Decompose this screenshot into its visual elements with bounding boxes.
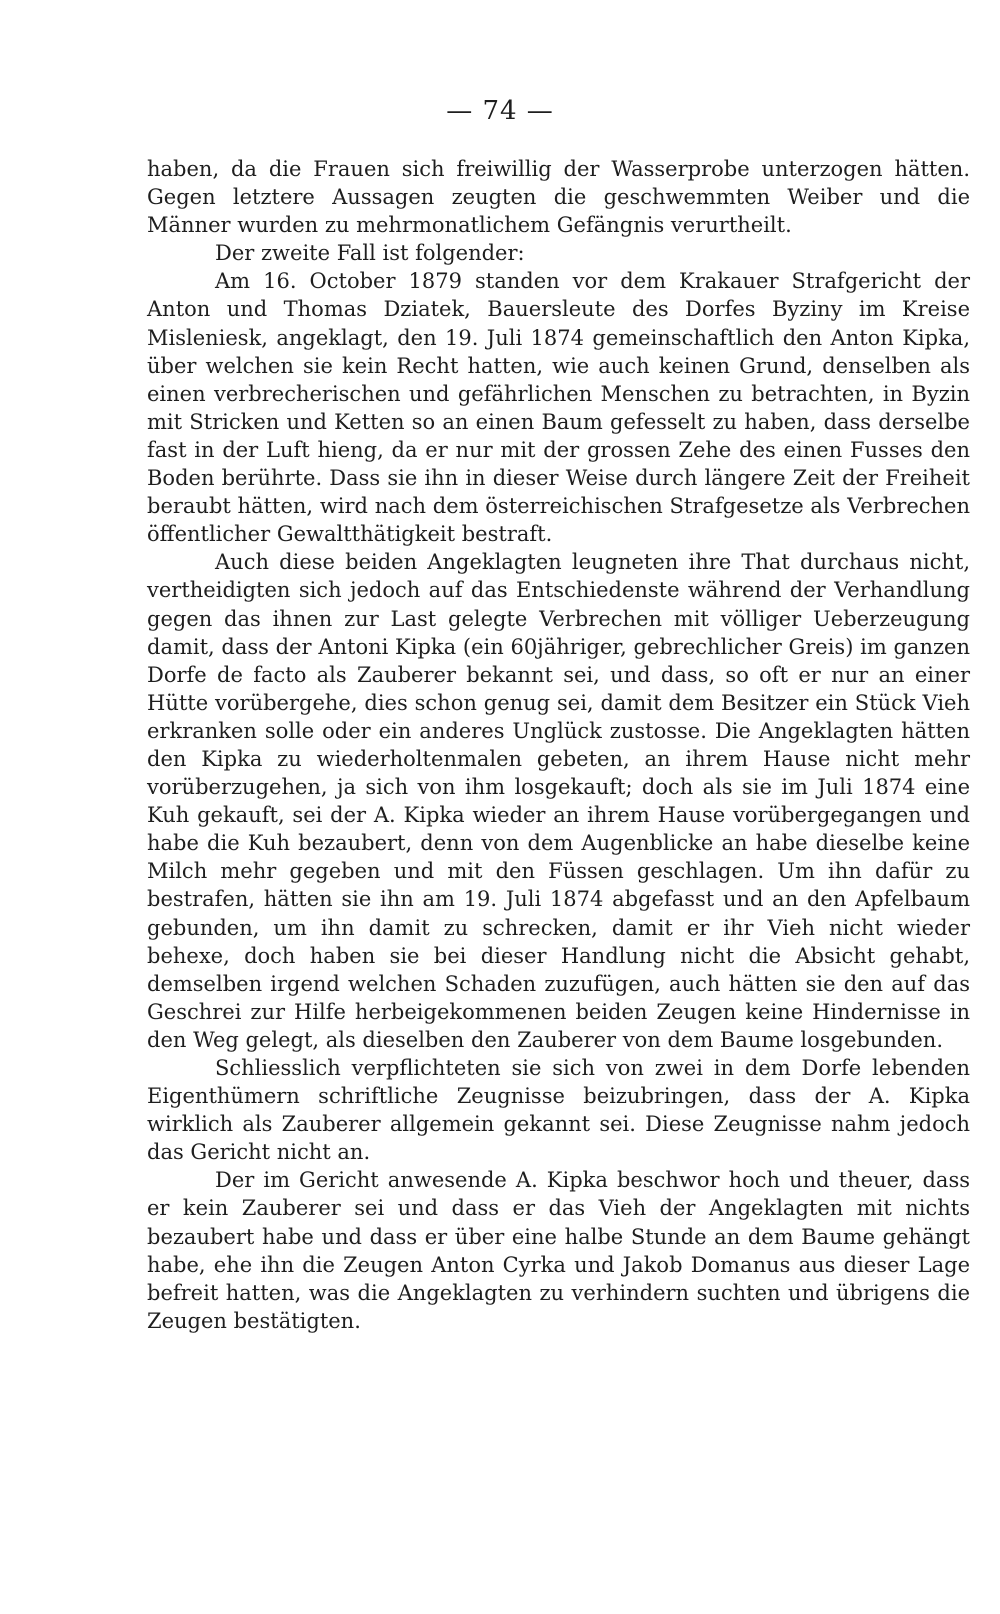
paragraph-kipka-oath: Der im Gericht anwesende A. Kipka beschwor hoch und theuer, dass er kein Zauberer sei und dass er das Vieh der Angeklagten mit nichts bezaubert habe und dass er über eine halbe Stunde an dem Baume gehängt habe, ehe ihn die Zeugen Anton Cyrka und Jakob Domanus aus dieser Lage befreit hatten, was die Angeklagten zu verhindern suchten und übrigens die Zeugen bestätigten.	[147, 1168, 970, 1333]
paragraph-court-case: Am 16. October 1879 standen vor dem Krakauer Strafgericht der Anton und Thomas Dziatek, Bauersleute des Dorfes Byziny im Kreise Misleniesk, angeklagt, den 19. Juli 1874 gemeinschaftlich den Anton Kipka, über welchen sie kein Recht hatten, wie auch keinen Grund, denselben als einen verbrecherischen und gefährlichen Menschen zu betrachten, in Byzin mit Stricken und Ketten so an einen Baum gefesselt zu haben, dass derselbe fast in der Luft hieng, da er nur mit der grossen Zehe des einen Fusses den Boden berührte. Dass sie ihn in dieser Weise durch längere Zeit der Freiheit beraubt hätten, wird nach dem österreichischen Strafgesetze als Verbrechen öffentlicher Gewaltthätigkeit bestraft.	[147, 269, 970, 547]
paragraph-continuation: haben, da die Frauen sich freiwillig der Wasserprobe unterzogen hätten. Gegen letztere Aussagen zeugten die geschwemmten Weiber und die Männer wurden zu mehrmonatlichem Gefängnis verurtheilt.	[147, 157, 970, 238]
paragraph-second-case-intro: Der zweite Fall ist folgender:	[215, 241, 525, 266]
paragraph-defense: Auch diese beiden Angeklagten leugneten ihre That durchaus nicht, vertheidigten sich jedoch auf das Entschiedenste während der Verhandlung gegen das ihnen zur Last gelegte Verbrechen mit völliger Ueberzeugung damit, dass der Antoni Kipka (ein 60jähriger, gebrechlicher Greis) im ganzen Dorfe de facto als Zauberer bekannt sei, und dass, so oft er nur an einer Hütte vorübergehe, dies schon genug sei, damit dem Besitzer ein Stück Vieh erkranken solle oder ein anderes Unglück zustosse. Die Angeklagten hätten den Kipka zu wiederholtenmalen gebeten, an ihrem Hause nicht mehr vorüberzugehen, ja sich von ihm losgekauft; doch als sie im Juli 1874 eine Kuh gekauft, sei der A. Kipka wieder an ihrem Hause vorübergegangen und habe die Kuh bezaubert, denn von dem Augenblicke an habe dieselbe keine Milch mehr gegeben und mit den Füssen geschlagen. Um ihn dafür zu bestrafen, hätten sie ihn am 19. Juli 1874 abgefasst und an den Apfelbaum gebunden, um ihn damit zu schrecken, damit er ihr Vieh nicht wieder behexe, doch haben sie bei dieser Handlung nicht die Absicht gehabt, demselben irgend welchen Schaden zuzufügen, auch hätten sie den auf das Geschrei zur Hilfe herbeigekommenen beiden Zeugen keine Hindernisse in den Weg gelegt, als dieselben den Zauberer von dem Baume losgebunden.	[147, 550, 970, 1052]
page-number: — 74 —	[446, 96, 554, 126]
body-text	[147, 155, 970, 1335]
paragraph-testimonials: Schliesslich verpflichteten sie sich von zwei in dem Dorfe lebenden Eigenthümern schriftliche Zeugnisse beizubringen, dass der A. Kipka wirklich als Zauberer allgemein gekannt sei. Diese Zeugnisse nahm jedoch das Gericht nicht an.	[147, 1056, 970, 1165]
